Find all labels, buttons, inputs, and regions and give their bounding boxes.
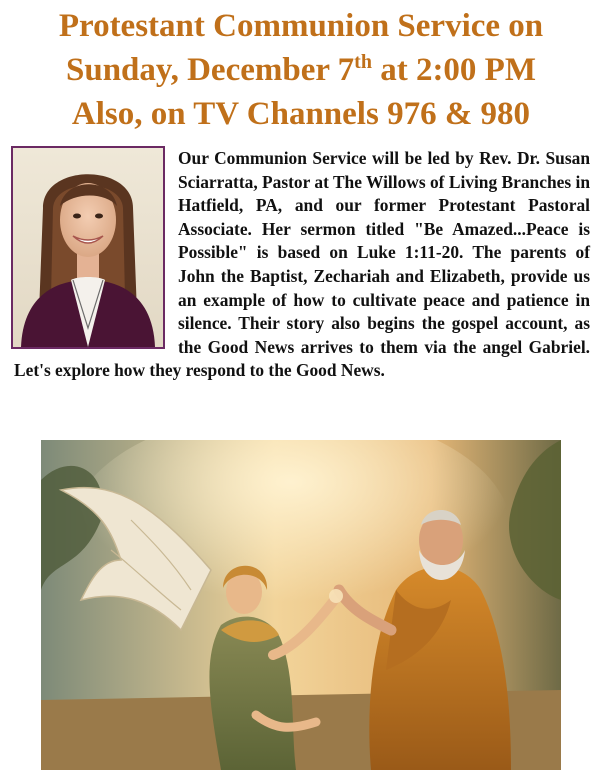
headline-date-suffix: th bbox=[354, 51, 372, 73]
headline-line-2 bbox=[0, 48, 602, 92]
headline-date: Sunday, December 7 bbox=[66, 52, 355, 88]
angel-gabriel-painting bbox=[41, 440, 561, 770]
headline-time: at 2:00 PM bbox=[371, 52, 536, 88]
sermon-paragraph: Our Communion Service will be led by Rev. Dr. Susan Sciarratta, Pastor at The Willows of Living Branches in Hatfield, PA, and our former Protestant Pastoral Associate. Her sermon titled "Be Amazed...Peace is Possible" is based on Luke 1:11-20. The parents of John the Baptist, Zechariah and Elizabeth, provide us an example of how to cultivate peace and patience in silence. Their story also begins the gospel account, as the Good News arrives to them via the angel Gabriel. Let's explore how they respond to the Good News. bbox=[14, 148, 590, 381]
painting-illustration bbox=[41, 440, 561, 770]
flyer-headline bbox=[0, 4, 602, 136]
portrait-spacer bbox=[14, 147, 178, 352]
sermon-description bbox=[14, 147, 590, 383]
headline-line-3: Also, on TV Channels 976 & 980 bbox=[71, 96, 531, 132]
headline-line-1: Protestant Communion Service on bbox=[58, 8, 544, 44]
